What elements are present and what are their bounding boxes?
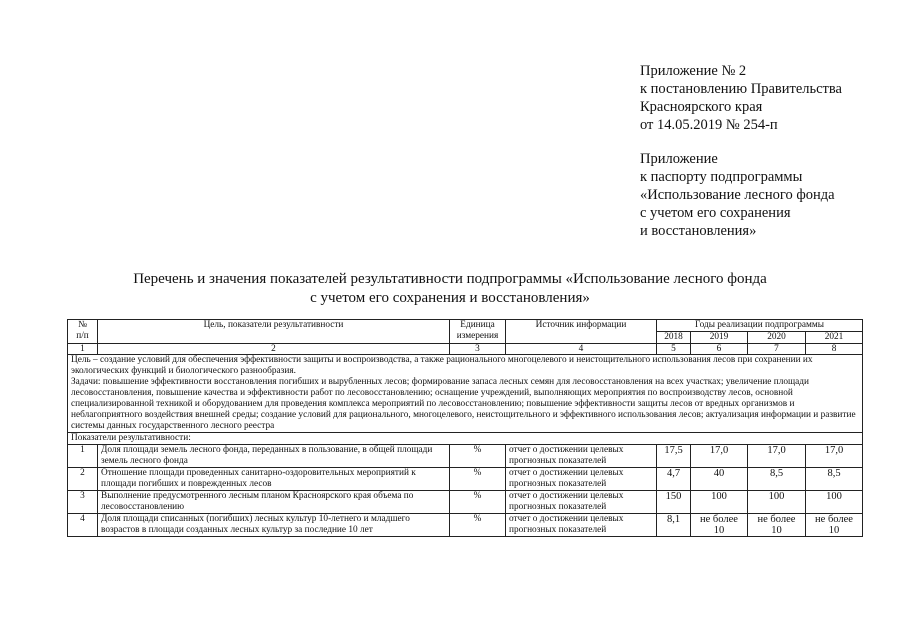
indicator-source: отчет о достижении целевых прогнозных показателей <box>506 491 657 514</box>
value-2018: 8,1 <box>657 514 691 537</box>
goal-row <box>68 355 863 433</box>
indicators-label: Показатели результативности: <box>68 433 863 445</box>
column-number: 5 <box>657 344 691 355</box>
value-2018: 150 <box>657 491 691 514</box>
column-number: 1 <box>68 344 98 355</box>
value-2019: 40 <box>691 468 748 491</box>
passport-line: к паспорту подпрограммы <box>640 169 803 185</box>
indicator-unit: % <box>450 468 506 491</box>
appendix-line: к постановлению Правительства <box>640 81 842 97</box>
value-2018: 17,5 <box>657 445 691 468</box>
column-number: 3 <box>450 344 506 355</box>
passport-line: с учетом его сохранения <box>640 205 791 221</box>
value-2020: не более 10 <box>748 514 806 537</box>
indicator-unit: % <box>450 445 506 468</box>
indicator-source: отчет о достижении целевых прогнозных показателей <box>506 514 657 537</box>
indicator-unit: % <box>450 491 506 514</box>
header-year: 2020 <box>748 332 806 344</box>
column-number: 7 <box>748 344 806 355</box>
tasks-statement: Задачи: повышение эффективности восстановления погибших и вырубленных лесов; формирование запаса лесных семян для лесовосстановления на всех участках; увеличение площади лесовосстановления, повышение качества и эффективности работ по лесовосстановлению; оснащение учреждений, выполняющих мероприятия по воспроизводству лесов, основной специализированной техникой и оборудованием для проведения комплекса мероприятий по лесовосстановлению; повышение эффективности защиты лесов от вредных организмов и неблагоприятного воздействия внешней среды; создание условий для рационального, многоцелевого, неистощительного и эффективного использования лесов; актуализация информации и развитие системы данных государственного лесного реестра <box>71 377 856 431</box>
table-row <box>68 514 863 537</box>
column-number-row <box>68 344 863 355</box>
appendix-reference <box>640 62 842 134</box>
document-title <box>60 270 840 308</box>
column-number: 6 <box>691 344 748 355</box>
value-2019: не более 10 <box>691 514 748 537</box>
value-2021: 100 <box>806 491 863 514</box>
row-num: 1 <box>68 445 98 468</box>
row-num: 3 <box>68 491 98 514</box>
header-goal: Цель, показатели результативности <box>98 320 450 344</box>
indicator-unit: % <box>450 514 506 537</box>
indicator-name: Выполнение предусмотренного лесным планом Красноярского края объема по лесовосстановлению <box>98 491 450 514</box>
value-2020: 100 <box>748 491 806 514</box>
table-row <box>68 491 863 514</box>
header-num: № п/п <box>68 320 98 344</box>
header-row <box>68 320 863 332</box>
title-line-1: Перечень и значения показателей результативности подпрограммы «Использование лесного фонда <box>133 271 767 287</box>
header-unit: Единица измерения <box>450 320 506 344</box>
value-2018: 4,7 <box>657 468 691 491</box>
passport-reference <box>640 150 835 240</box>
value-2019: 100 <box>691 491 748 514</box>
column-number: 2 <box>98 344 450 355</box>
goal-text <box>68 355 863 433</box>
indicator-source: отчет о достижении целевых прогнозных показателей <box>506 468 657 491</box>
indicator-source: отчет о достижении целевых прогнозных показателей <box>506 445 657 468</box>
indicator-name: Доля площади списанных (погибших) лесных культур 10-летнего и младшего возрастов в площади созданных лесных культур за последние 10 лет <box>98 514 450 537</box>
value-2020: 17,0 <box>748 445 806 468</box>
appendix-line: от 14.05.2019 № 254-п <box>640 117 778 133</box>
appendix-line: Красноярского края <box>640 99 763 115</box>
indicators-label-row <box>68 433 863 445</box>
row-num: 2 <box>68 468 98 491</box>
value-2019: 17,0 <box>691 445 748 468</box>
value-2021: 17,0 <box>806 445 863 468</box>
column-number: 4 <box>506 344 657 355</box>
header-source: Источник информации <box>506 320 657 344</box>
table-row <box>68 445 863 468</box>
header-year: 2019 <box>691 332 748 344</box>
passport-line: Приложение <box>640 151 718 167</box>
goal-statement: Цель – создание условий для обеспечения эффективности защиты и воспроизводства, а также рационального многоцелевого и неистощительного использования лесов при сохранении их экологических функций и биологического разнообразия. <box>71 355 813 376</box>
value-2020: 8,5 <box>748 468 806 491</box>
header-years-title: Годы реализации подпрограммы <box>657 320 863 332</box>
value-2021: не более 10 <box>806 514 863 537</box>
indicator-name: Доля площади земель лесного фонда, переданных в пользование, в общей площади земель лесного фонда <box>98 445 450 468</box>
header-year: 2021 <box>806 332 863 344</box>
passport-line: и восстановления» <box>640 223 757 239</box>
title-line-2: с учетом его сохранения и восстановления» <box>310 290 590 306</box>
indicator-name: Отношение площади проведенных санитарно-оздоровительных мероприятий к площади погибших и поврежденных лесов <box>98 468 450 491</box>
row-num: 4 <box>68 514 98 537</box>
indicators-table <box>67 319 863 537</box>
table-row <box>68 468 863 491</box>
value-2021: 8,5 <box>806 468 863 491</box>
appendix-line: Приложение № 2 <box>640 63 747 79</box>
column-number: 8 <box>806 344 863 355</box>
passport-line: «Использование лесного фонда <box>640 187 835 203</box>
header-year: 2018 <box>657 332 691 344</box>
